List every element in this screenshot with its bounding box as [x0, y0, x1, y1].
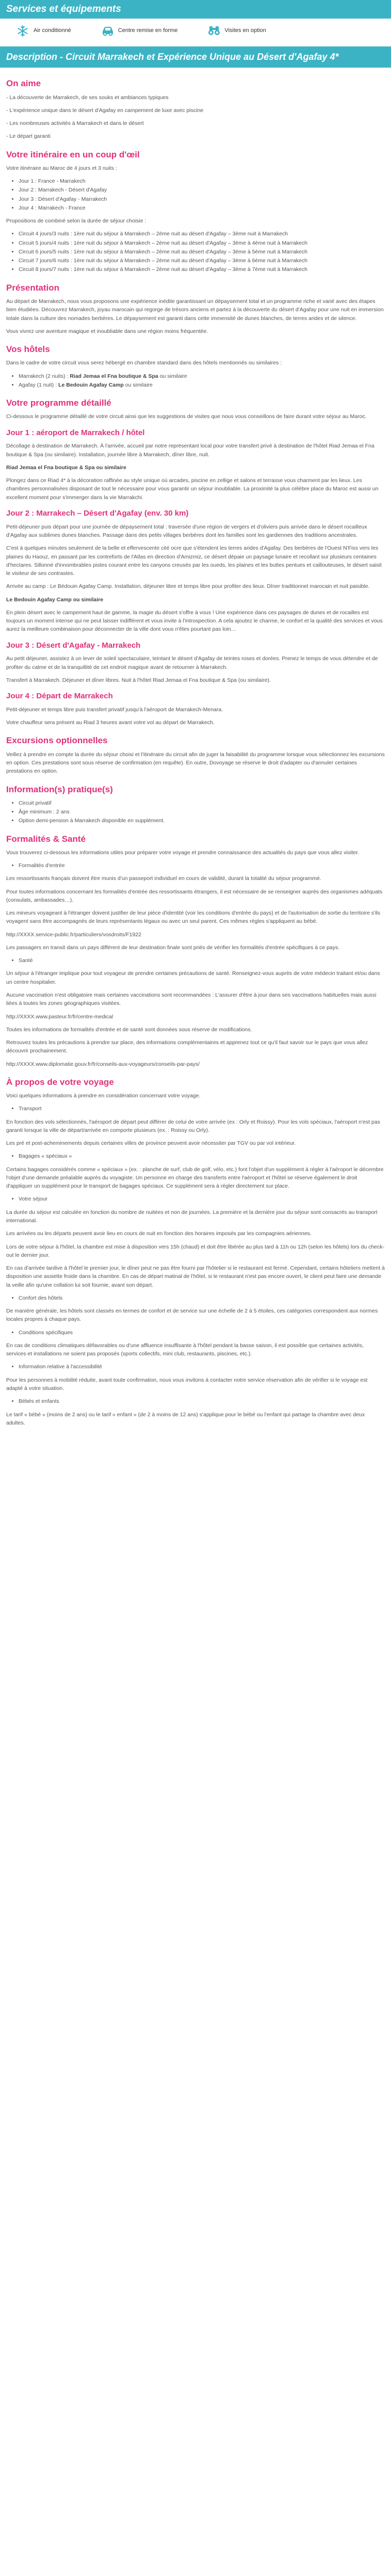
link-text[interactable]: http://XXXX.www.pasteur.fr/fr/centre-medical	[6, 1013, 113, 1020]
section-title-presentation: Présentation	[6, 282, 59, 293]
paragraph: - Le départ garanti	[6, 133, 51, 140]
services-list	[0, 19, 391, 44]
list-item: • Circuit 8 jours/7 nuits : 1ère nuit du séjour à Marrakech – 2ème nuit au désert d'Agafay – 3ème à 7ème nuit à Marrakech	[19, 265, 385, 274]
paragraph: Petit-déjeuner et temps libre puis transfert privatif jusqu'à l'aéroport de Marrakech-Menara.	[6, 706, 223, 713]
paragraph: De manière générale, les hôtels sont classés en termes de confort et de service sur une échelle de 2 à 5 étoiles, ces catégories correspondent aux normes locales propres à chaque pays.	[6, 1308, 378, 1323]
list-item: • Santé	[19, 956, 385, 965]
paragraph: Propositions de combiné selon la durée de séjour choisie :	[6, 218, 146, 225]
list-item: • Jour 1 : France - Marrakech	[19, 177, 385, 185]
paragraph: Au départ de Marrakech, nous vous proposons une expérience inédite garantissant un dépaysement total et un programme riche et varié avec des étapes bien étudiées. Découvrez Marrakech, joyau marocain qui regorge de trésors anciens et partez à la découverte du désert d'Agafay pour une nuit en immersion totale dans la culture des nomades berbères. Le dépaysement est garanti dans cette immensité de dunes blanches, de terres arides et de silence.	[6, 298, 384, 322]
paragraph: Aucune vaccination n'est obligatoire mais certaines vaccinations sont recommandées : L'assurer d'être à jour dans ses vaccinations habituelles mais aussi liées à toutes les zones géographiques visitées.	[6, 991, 377, 1007]
paragraph: Certains bagages considérés comme « spéciaux » (ex. : planche de surf, club de golf, vélo, etc.) font l'objet d'un supplément à régler à l'aéroport le décembre l'objet d'une demande préalable auprès du voyagiste. Un personne en charge des transferts entre l'aéroport et l'hôtel se réserve également le droit d'appliquer un supplément pour le transport de bagages spéciaux. Ce supplément sera à régler directement sur place.	[6, 1166, 384, 1190]
paragraph: Vous trouverez ci-dessous les informations utiles pour préparer votre voyage et prendre connaissance des actualités du pays que vous allez visiter.	[6, 849, 360, 856]
section-title-apropos: À propos de votre voyage	[6, 1077, 114, 1087]
list-item: • Âge minimum : 2 ans	[19, 808, 385, 816]
paragraph: - L'expérience unique dans le désert d'Agafay en campement de luxe avec piscine	[6, 107, 204, 114]
services-header: Services et équipements	[0, 0, 391, 19]
hotels-list	[6, 372, 385, 390]
day-title: Jour 3 : Désert d'Agafay - Marrakech	[6, 641, 141, 650]
list-item: • Agafay (1 nuit) : Le Bedouin Agafay Camp ou similaire	[19, 381, 385, 389]
list-item: • Circuit 7 jours/6 nuits : 1ère nuit du séjour à Marrakech – 2ème nuit au désert d'Agafay – 3ème à 6ème nuit à Marrakech	[19, 257, 385, 265]
list-item: • Jour 2 : Marrakech - Désert d'Agafay	[19, 186, 385, 194]
paragraph: En cas d'arrivée tardive à l'hôtel le premier jour, le dîner peut ne pas être fourni par l'hôtelier si le restaurant est fermé. Cependant, certains hôteliers mettent à disposition une assiette froide dans la chambre. En cas de départ matinal de l'hôtel, si le restaurant n'est pas encore ouvert, le client peut faire une demande la veille afin qu'une collation lui soit fournie, avant son départ.	[6, 1265, 385, 1288]
list-item: • Transport	[19, 1105, 385, 1113]
paragraph: En fonction des vols sélectionnés, l'aéroport de départ peut différer de celui de votre arrivée (ex : Orly et Roissy). Pour les vols spéciaux, l'aéroport n'est pas garanti lorsque la ville de départ/arrivée en comporte plusieurs (ex. : Roissy ou Orly).	[6, 1118, 380, 1133]
section-title-info-pratiques: Information(s) pratique(s)	[6, 784, 113, 794]
paragraph: Toutes les informations de formalités d'entrée et de santé sont données sous réserve de modifications.	[6, 1026, 252, 1033]
list-item: • Marrakech (2 nuits) : Riad Jemaa el Fna boutique & Spa ou similaire	[19, 372, 385, 380]
paragraph: Plongez dans ce Riad 4* à la décoration raffinée au style unique où arcades, piscine en zellige et salons et terrasse vous charment par les lieux. Les chambres personnalisées disposant de tout le nécessaire pour vous garantir un séjour inoubliable. La proximité la plus célèbre place du Maroc est aussi un excellent moment pour s'immerger dans la vie Marrakchi.	[6, 477, 379, 501]
paragraph: C'est à quelques minutes seulement de la belle et effervescente cité ocre que s'étendent les terres arides d'Agafay. Des berbères de l'Ouest N'Fiss vers les plaines du Haouz, en passant par les contreforts de l'Atlas en direction d'Amizmiz, ce désert dépaie un paysage lunaire et recollant sur plusieurs centaines d'hectares. Sillonné d'innombrables pistes courant entre les canyons creusés par les oueds, les plaines et les buttes pentues et caillouteuses, le désert saisit le visiteur de ses contrastes.	[6, 545, 382, 577]
day-title: Jour 1 : aéroport de Marrakech / hôtel	[6, 428, 145, 437]
list-item: • Circuit 6 jours/5 nuits : 1ère nuit du séjour à Marrakech – 2ème nuit au désert d'Agafay – 3ème à 5ème nuit à Marrakech	[19, 248, 385, 256]
service-label: Air conditionné	[34, 27, 71, 34]
info-list	[6, 799, 385, 825]
section-title-formalites: Formalités & Santé	[6, 834, 86, 844]
paragraph: - La découverte de Marrakech, de ses souks et ambiances typiques	[6, 94, 169, 101]
paragraph: En cas de conditions climatiques défavorables ou d'une affluence insuffisante à l'hôtel pendant la basse saison, il est possible que certaines activités, services et installations ne soient pas proposés (sports collectifs, mini club, restaurants, piscines, etc.).	[6, 1342, 364, 1357]
list-item: • Circuit privatif	[19, 799, 385, 807]
day-title: Jour 2 : Marrakech – Désert d'Agafay (env. 30 km)	[6, 508, 189, 518]
paragraph: Transfert à Marrakech. Déjeuner et dîner libres. Nuit à l'hôtel Riad Jemaa el Fna boutique & Spa (ou similaire).	[6, 677, 271, 683]
list-item: • Formalités d'entrée	[19, 861, 385, 870]
list-item: • Votre séjour	[19, 1195, 385, 1203]
service-label: Visites en option	[224, 27, 266, 34]
paragraph: Un séjour à l'étranger implique pour tout voyageur de prendre certaines précautions de santé. Renseignez-vous auprès de votre médecin traitant et/ou dans un centre hospitalier.	[6, 970, 380, 985]
section-title-programme: Votre programme détaillé	[6, 398, 111, 408]
paragraph: - Les nombreuses activités à Marrakech et dans le désert	[6, 120, 144, 127]
paragraph	[6, 463, 385, 472]
list-item: • Circuit 4 jours/3 nuits : 1ère nuit du séjour à Marrakech – 2ème nuit au désert d'Agafay – 3ème nuit à Marrakech	[19, 230, 385, 238]
list-item: • Circuit 5 jours/4 nuits : 1ère nuit du séjour à Marrakech – 2ème nuit au désert d'Agafay – 3ème à 4ème nuit à Marrakech	[19, 239, 385, 247]
paragraph: Votre itinéraire au Maroc de 4 jours et 3 nuits :	[6, 165, 117, 171]
list-item: • Jour 3 : Désert d'Agafay - Marrakech	[19, 195, 385, 203]
main-content	[0, 68, 391, 1427]
paragraph: Les passagers en transit dans un pays différent de leur destination finale sont priés de vérifier les formalités d'entrée spécifiques à ce pays.	[6, 944, 340, 951]
paragraph: Les ressortissants français doivent être munis d'un passeport individuel en cours de validité, durant la totalité du séjour programmé.	[6, 875, 321, 882]
section-title-hotels: Vos hôtels	[6, 344, 50, 355]
paragraph: Dans le cadre de votre circuit vous serez hébergé en chambre standard dans des hôtels mentionnés ou similaires :	[6, 360, 282, 366]
paragraph: Lors de votre séjour à l'hôtel, la chambre est mise à disposition vers 15h (chaud) et doit être libérée au plus tard à 11h ou 12h (selon les hôtels) lors du check-out le dernier jour.	[6, 1243, 385, 1258]
list-item: • Confort des hôtels	[19, 1294, 385, 1302]
paragraph: Petit-déjeuner puis départ pour une journée de dépaysement total : traversée d'une région de vergers et d'oliviers puis arrivée dans le désert rocailleux d'Agafay aux sublimes dunes blanches. Passage dans des petits villages berbères dont les familles sont les gardiennes des traditions ancestrales.	[6, 523, 367, 538]
service-label: Centre remise en forme	[118, 27, 178, 34]
paragraph: Le tarif « bébé » (moins de 2 ans) ou le tarif « enfant » (de 2 à moins de 12 ans) s'applique pour le bébé ou l'enfant qui partage la chambre avec deux adultes.	[6, 1411, 365, 1426]
paragraph: Au petit déjeuner, assistez à un lever de soleil spectaculaire, teintant le désert d'Agafay de teintes roses et dorées. Prenez le temps de vous détendre et de profiter du calme et de la tranquillité de cet endroit magique avant de retourner à Marrakech.	[6, 655, 378, 670]
link-text[interactable]: http://XXXX.service-public.fr/particuliers/vosdroits/F1922	[6, 931, 142, 938]
paragraph: La durée du séjour est calculée en fonction du nombre de nuitées et non de journées. La première et la dernière jour du séjour sont consacrés au transport international.	[6, 1209, 378, 1224]
paragraph: Arrivée au camp : Le Bédouin Agafay Camp. Installation, déjeuner libre et temps libre pour profiter des lieux. Dîner traditionnel marocain et nuit paisible.	[6, 583, 370, 590]
paragraph: En plein désert avec le campement haut de gamme, la magie du désert s'offre à vous ! Une expérience dans ces paysages de dunes et de rocailles est toujours un moment intense qui ne peut laisser indifférent et vous invite à l'introspection. A cela ajoutez le charme, le confort et la qualité des services et vous aurez la meilleure combinaison pour déconnecter de la ville dont vous n'êtes pourtant pas loin…	[6, 609, 383, 633]
paragraph: Pour toutes informations concernant les formalités d'entrée des ressortissants étrangers, il est nécessaire de se renseigner auprès des organismes adéquats (consulats, ambassades…).	[6, 888, 383, 903]
days-list	[6, 177, 385, 212]
list-item: • Bagages « spéciaux »	[19, 1152, 385, 1160]
service-item-air	[17, 25, 71, 37]
paragraph: Décollage à destination de Marrakech. À l'arrivée, accueil par notre représentant local pour votre transfert privé à destination de l'hôtel Riad Jemaa el Fna boutique & Spa (ou similaire). Installation, journée libre à Marrakech, dîner libre, nuit.	[6, 443, 374, 458]
binoculars-icon	[207, 25, 220, 37]
list-item: • Conditions spécifiques	[19, 1329, 385, 1337]
durations-list	[6, 230, 385, 274]
hotel-name: Riad Jemaa el Fna boutique & Spa ou similaire	[6, 464, 126, 471]
paragraph: Pour les personnes à mobilité réduite, avant toute confirmation, nous vous invitons à contacter notre service réservation afin de vérifier si le voyage est adapté à votre situation.	[6, 1377, 368, 1391]
paragraph: Vous vivrez une aventure magique et inoubliable dans une région moins fréquentée.	[6, 328, 208, 334]
section-title-excursions: Excursions optionnelles	[6, 735, 108, 746]
paragraph: Les arrivées ou les départs peuvent avoir lieu en cours de nuit en fonction des horaires imposés par les compagnies aériennes.	[6, 1230, 312, 1237]
section-title-on-aime: On aime	[6, 78, 41, 89]
paragraph: Retrouvez toutes les précautions à prendre sur place, des informations complémentaires et apprenez tout ce qu'il faut savoir sur le pays que vous allez découvrir prochainement.	[6, 1039, 368, 1054]
paragraph: Votre chauffeur sera présent au Riad 3 heures avant votre vol au départ de Marrakech.	[6, 719, 215, 726]
car-icon	[101, 25, 113, 37]
snowflake-icon	[17, 25, 29, 37]
paragraph: Ci-dessous le programme détaillé de votre circuit ainsi que les suggestions de visites que nous vous conseillons de faire durant votre séjour au Maroc.	[6, 413, 367, 420]
paragraph	[6, 596, 385, 604]
list-item: • Jour 4 : Marrakech - France	[19, 204, 385, 212]
day-title: Jour 4 : Départ de Marrakech	[6, 692, 113, 701]
list-item: • Option demi-pension à Marrakech disponible en supplément.	[19, 817, 385, 825]
service-item-fitness	[101, 25, 178, 37]
camp-name: Le Bedouin Agafay Camp ou similaire	[6, 596, 104, 603]
paragraph: Les pré et post-acheminements depuis certaines villes de province peuvent avoir nécessiter par TGV ou par vol intérieur.	[6, 1140, 296, 1147]
paragraph: Veillez à prendre en compte la durée du séjour choisi et l'itinéraire du circuit afin de juger la faisabilité du programme lorsque vous sélectionnez les excursions en option. Ces prestations sont sous réserve de confirmation (en requête). En outre, Dovoyage se réserve le droit d'adapter ou d'annuler certaines prestations en option.	[6, 751, 385, 775]
description-header: Description - Circuit Marrakech et Expérience Unique au Désert d'Agafay 4*	[0, 46, 391, 68]
paragraph: Les mineurs voyageant à l'étranger doivent justifier de leur pièce d'identité (voir les conditions d'entrée du pays) et de l'autorisation de sortie du territoire s'ils voyagent sans être accompagnés de leurs représentants légaux ou avec un seul parent. Ces mêmes règles s'appliquent au bébé.	[6, 910, 380, 925]
paragraph: Voici quelques informations à prendre en considération concernant votre voyage.	[6, 1093, 201, 1099]
link-text[interactable]: http://XXXX.www.diplomatie.gouv.fr/fr/conseils-aux-voyageurs/conseils-par-pays/	[6, 1061, 200, 1067]
list-item: • Information relative à l'accessibilité	[19, 1363, 385, 1371]
section-title-itineraire: Votre itinéraire en un coup d'œil	[6, 149, 140, 159]
list-item: • Bébés et enfants	[19, 1397, 385, 1405]
service-item-visits	[207, 25, 266, 37]
